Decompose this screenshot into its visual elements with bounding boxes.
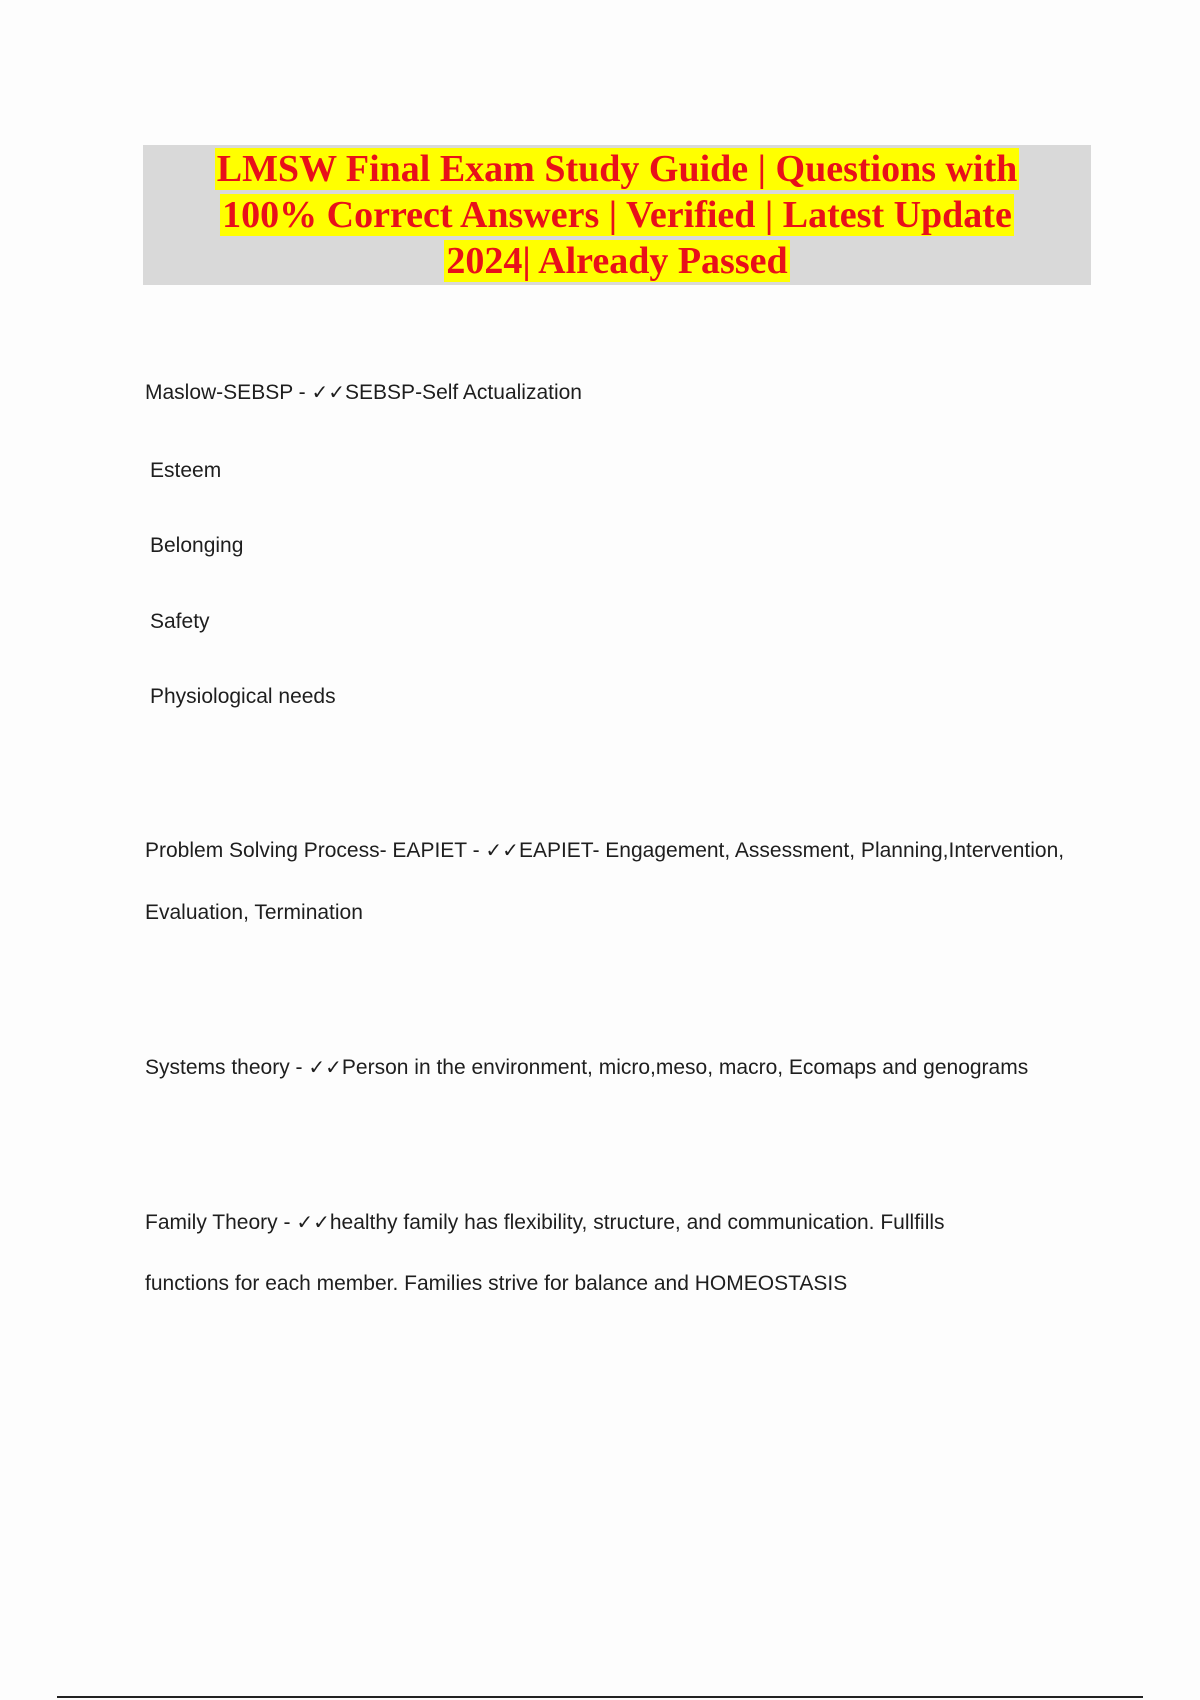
answer-text: Person in the environment, micro,meso, macro, Ecomaps and genograms [341, 1056, 1029, 1079]
check-icon: ✓✓ [296, 1210, 330, 1234]
qa-item-problem-solving [145, 838, 1064, 863]
check-icon: ✓✓ [308, 1055, 342, 1079]
question-term: Problem Solving Process- EAPIET - [145, 839, 480, 862]
title-banner [143, 145, 1091, 285]
title-line-2: 100% Correct Answers | Verified | Latest Update [222, 194, 1012, 236]
question-term: Systems theory - [145, 1056, 303, 1079]
answer-continuation: functions for each member. Families strive for balance and HOMEOSTASIS [145, 1272, 848, 1295]
title-line-3: 2024| Already Passed [446, 240, 788, 282]
check-icon: ✓✓ [311, 380, 346, 404]
document-title [167, 146, 1067, 284]
check-icon: ✓✓ [485, 838, 519, 862]
qa-item-systems-theory [145, 1055, 1028, 1080]
answer-sub-line: Esteem [150, 459, 222, 482]
answer-sub-line: Safety [150, 610, 210, 633]
qa-item-maslow [145, 380, 582, 405]
answer-sub-line: Belonging [150, 534, 244, 557]
title-line-1: LMSW Final Exam Study Guide | Questions with [216, 148, 1018, 190]
answer-sub-line: Physiological needs [150, 685, 336, 708]
qa-item-family-theory [145, 1210, 945, 1235]
question-term: Family Theory - [145, 1211, 291, 1234]
question-term: Maslow-SEBSP - [145, 381, 306, 404]
answer-text: healthy family has flexibility, structure, and communication. Fullfills [329, 1211, 945, 1234]
answer-continuation: Evaluation, Termination [145, 901, 363, 924]
footer-divider [57, 1696, 1143, 1698]
answer-text: SEBSP-Self Actualization [345, 381, 582, 404]
answer-text: EAPIET- Engagement, Assessment, Planning,Intervention, [518, 839, 1065, 862]
